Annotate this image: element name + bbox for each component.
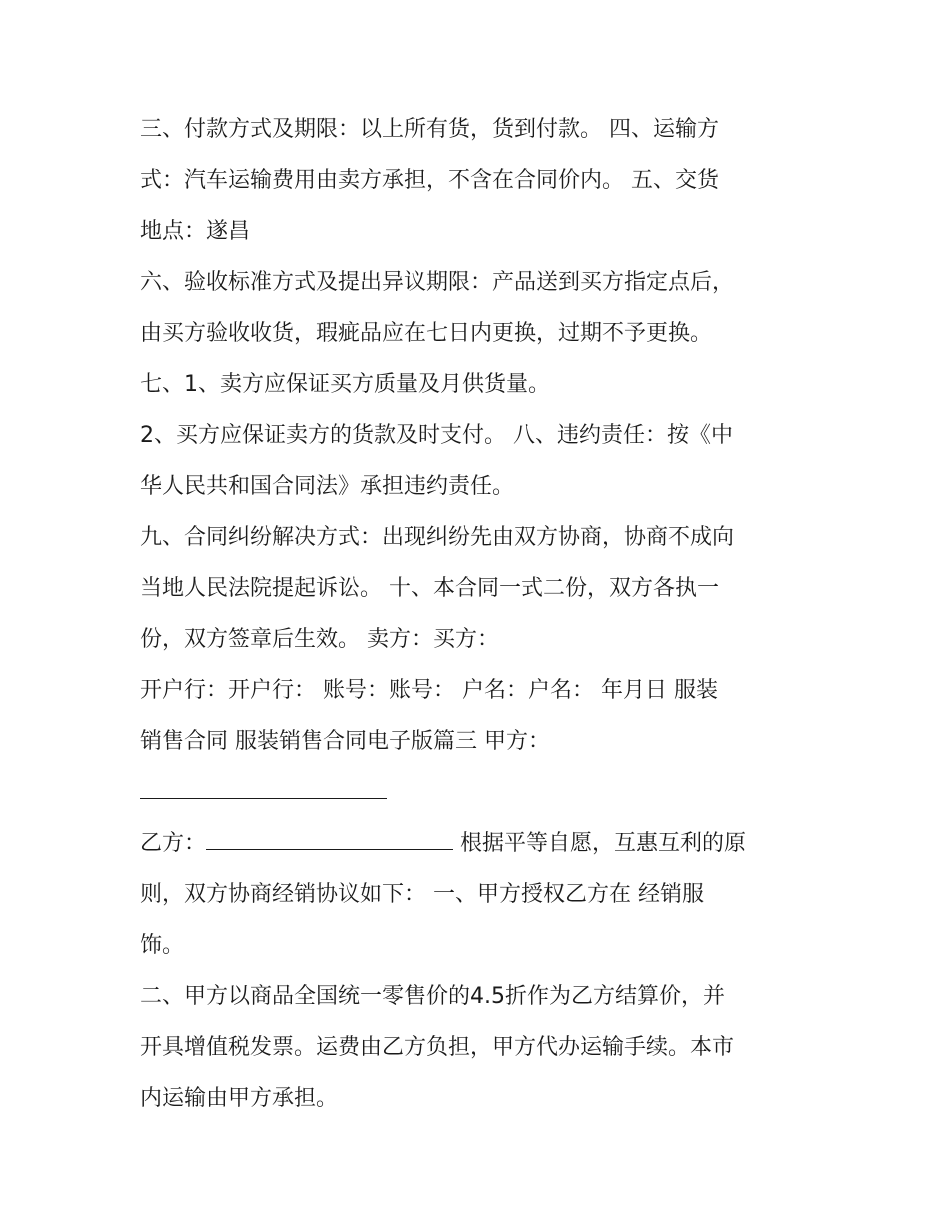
paragraph-line: 当地人民法院提起诉讼。 十、本合同一式二份，双方各执一 (140, 576, 719, 601)
party-a-blank-line (140, 767, 820, 818)
paragraph-line: 销售合同 服装销售合同电子版篇三 甲方： (140, 729, 550, 754)
paragraph-line: 地点：遂昌 (140, 219, 251, 244)
paragraph-line: 份，双方签章后生效。 卖方：买方： (140, 627, 499, 652)
paragraph-line: 三、付款方式及期限：以上所有货，货到付款。 四、运输方 (140, 117, 719, 142)
paragraph-line: 内运输由甲方承担。 (140, 1086, 339, 1111)
paragraph-line: 九、合同纠纷解决方式：出现纠纷先由双方协商，协商不成向 (140, 525, 735, 550)
paragraph-line: 由买方验收收货，瑕疵品应在七日内更换，过期不予更换。 (140, 321, 713, 346)
paragraph-line: 式：汽车运输费用由卖方承担，不含在合同价内。 五、交货 (140, 168, 719, 193)
paragraph-line: 二、甲方以商品全国统一零售价的4.5折作为乙方结算价，并 (140, 984, 725, 1009)
paragraph-line: 六、验收标准方式及提出异议期限：产品送到买方指定点后， (140, 270, 735, 295)
party-b-blank (206, 829, 453, 850)
party-a-blank (140, 778, 387, 799)
party-b-label: 乙方： (140, 831, 207, 856)
party-b-after-text: 根据平等自愿，互惠互利的原 (453, 831, 747, 856)
party-b-line (140, 818, 820, 869)
paragraph-line: 2、买方应保证卖方的货款及时支付。 八、违约责任：按《中 (140, 423, 733, 448)
paragraph-line: 七、1、卖方应保证买方质量及月供货量。 (140, 372, 550, 397)
paragraph-line: 开具增值税发票。运费由乙方负担，甲方代办运输手续。本市 (140, 1035, 735, 1060)
paragraph-line: 华人民共和国合同法》承担违约责任。 (140, 474, 515, 499)
paragraph-line: 则，双方协商经销协议如下： 一、甲方授权乙方在 经销服 (140, 882, 704, 907)
document-body (140, 104, 820, 1124)
paragraph-line: 开户行：开户行： 账号：账号： 户名：户名： 年月日 服装 (140, 678, 718, 703)
paragraph-line: 饰。 (140, 933, 185, 958)
